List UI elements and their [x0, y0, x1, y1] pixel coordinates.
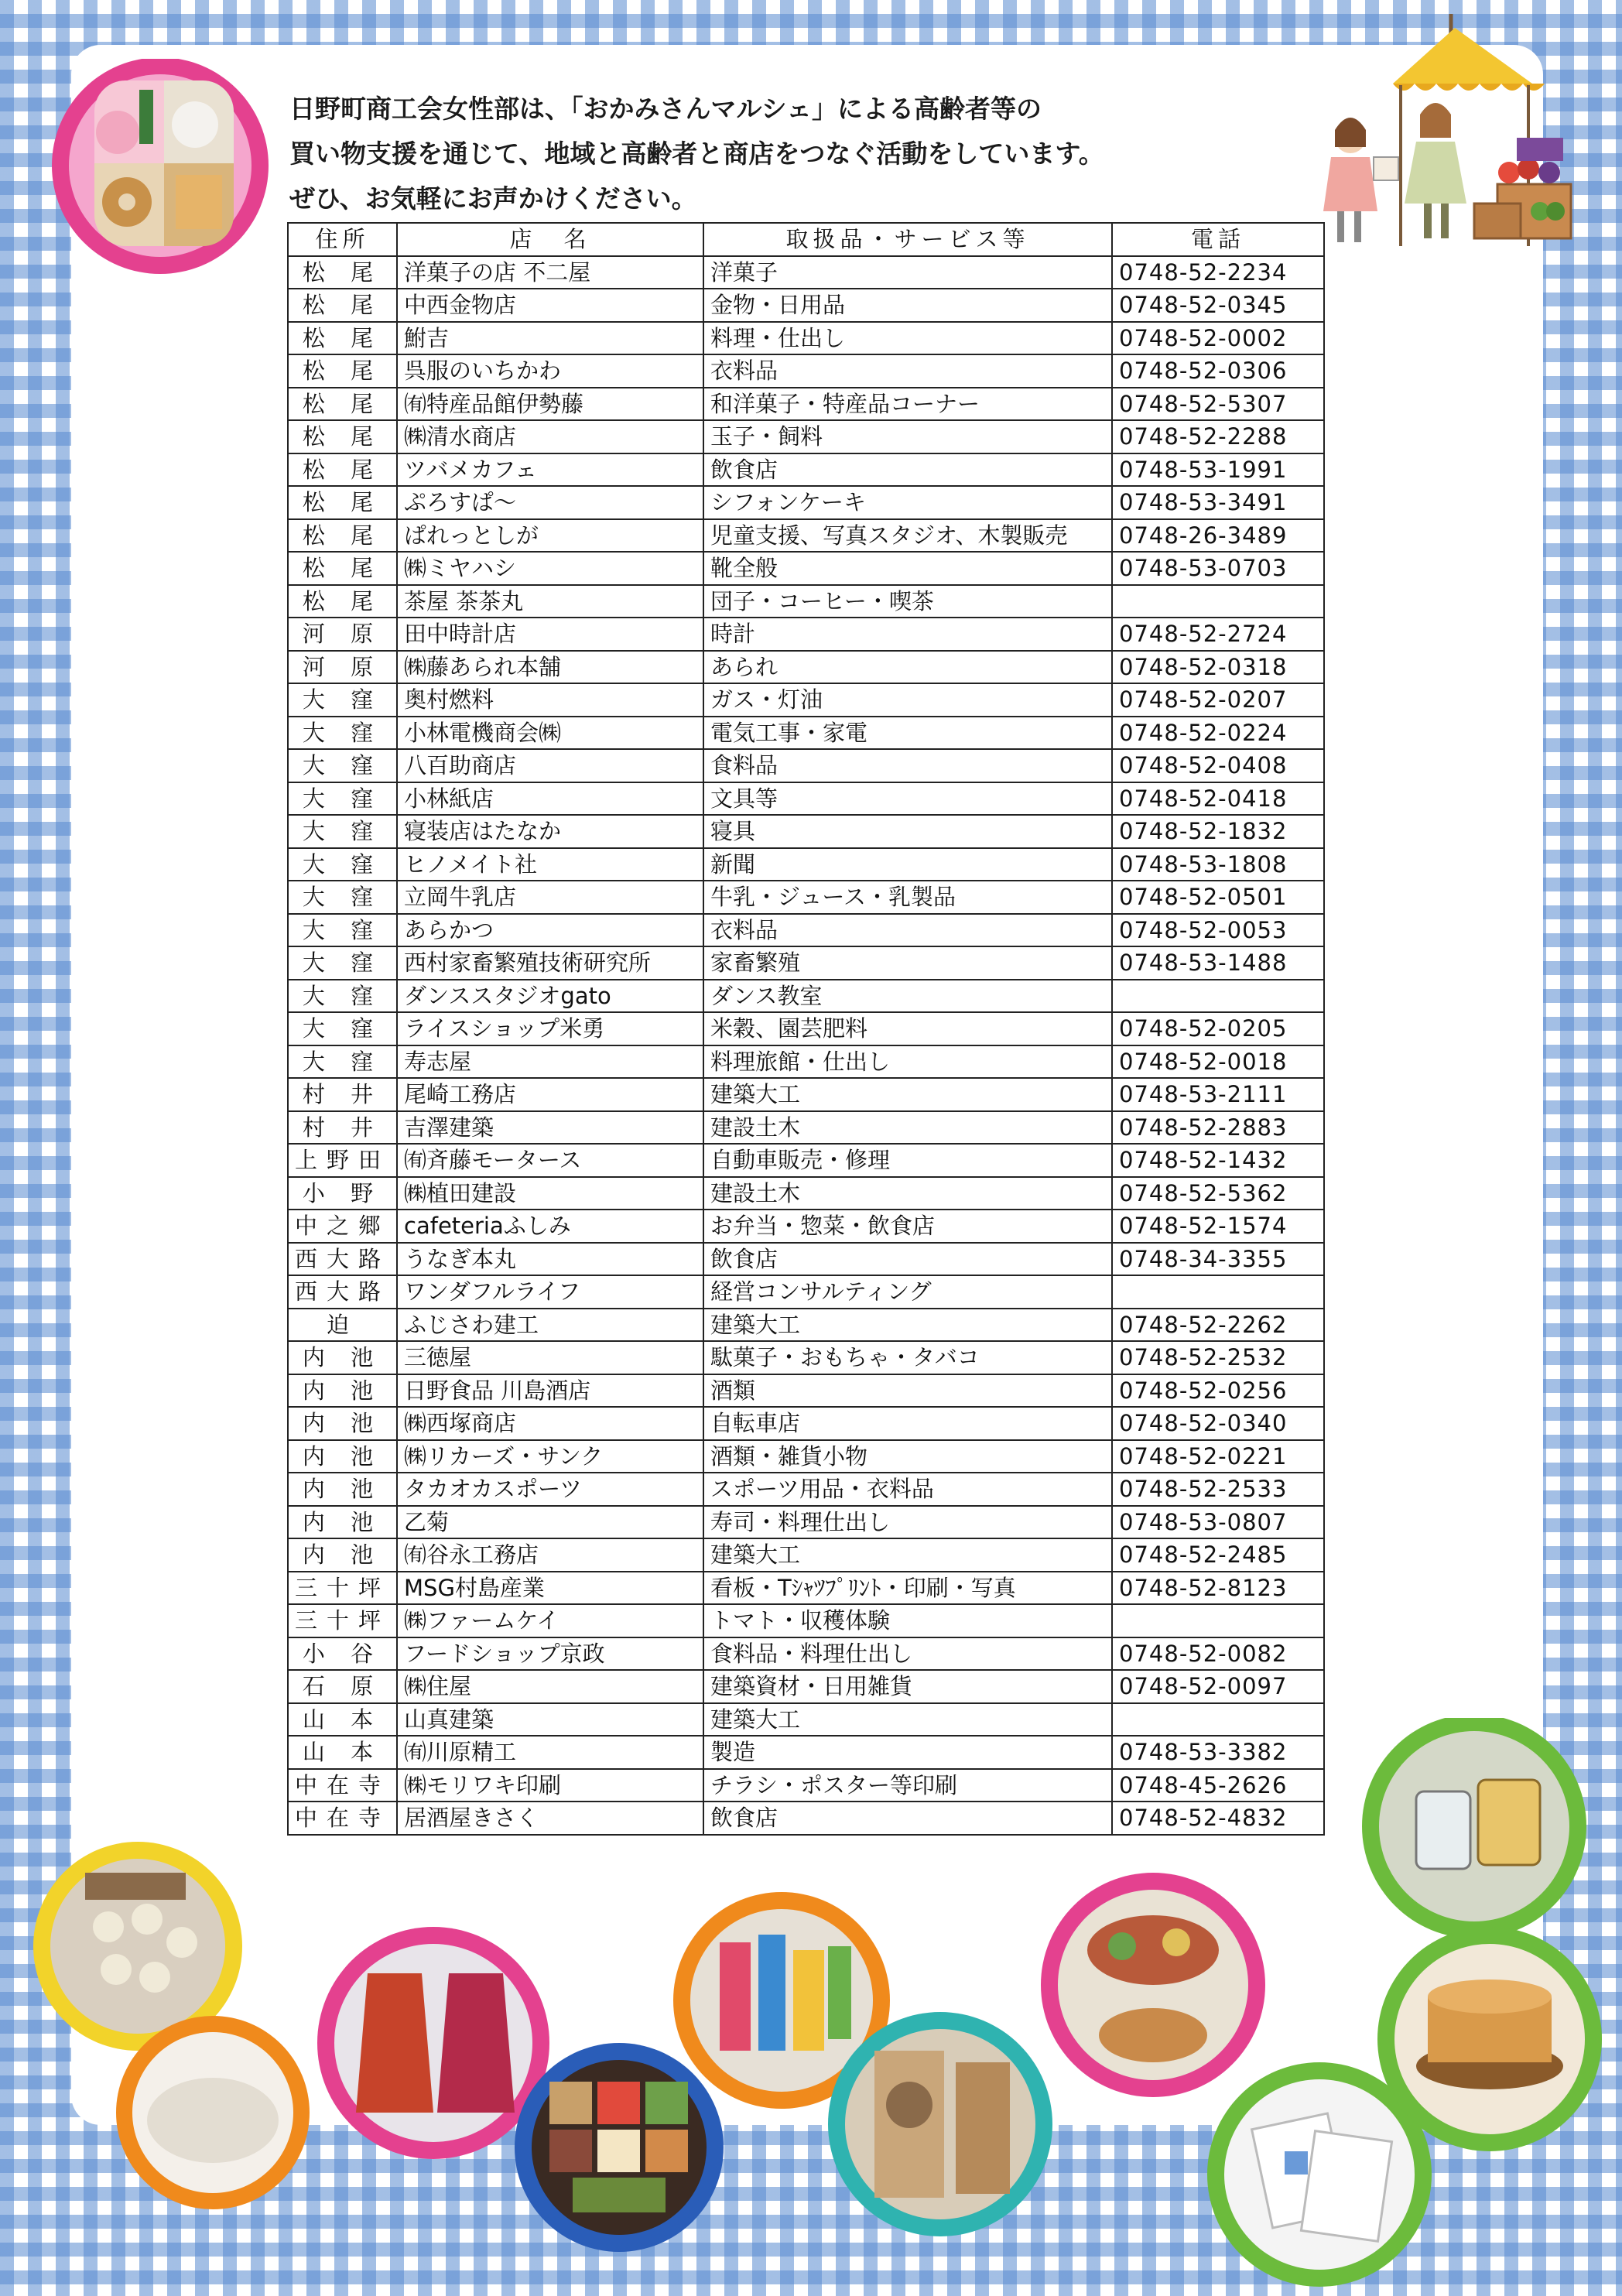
cell-area: 松 尾 — [288, 322, 397, 355]
cell-name: 八百助商店 — [397, 749, 703, 782]
cell-goods: 建築大工 — [703, 1078, 1112, 1111]
cell-goods: あられ — [703, 651, 1112, 684]
cell-goods: 寝具 — [703, 815, 1112, 848]
table-row — [288, 420, 1324, 453]
cell-goods: お弁当・惣菜・飲食店 — [703, 1210, 1112, 1243]
cell-name: 尾崎工務店 — [397, 1078, 703, 1111]
cell-name: ぱれっとしが — [397, 519, 703, 553]
table-row — [288, 354, 1324, 388]
cell-area: 大 窪 — [288, 717, 397, 750]
cell-tel: 0748-52-2724 — [1112, 618, 1324, 651]
header-address: 住所 — [288, 223, 397, 256]
cell-name: 田中時計店 — [397, 618, 703, 651]
cell-goods: 団子・コーヒー・喫茶 — [703, 585, 1112, 618]
cell-goods: 衣料品 — [703, 914, 1112, 947]
cell-tel: 0748-52-2532 — [1112, 1341, 1324, 1374]
cell-name: 鮒吉 — [397, 322, 703, 355]
table-row — [288, 1538, 1324, 1572]
table-row — [288, 256, 1324, 289]
cell-area: 大 窪 — [288, 980, 397, 1013]
cell-name: 中西金物店 — [397, 289, 703, 322]
table-row — [288, 1407, 1324, 1440]
cell-area: 大 窪 — [288, 815, 397, 848]
cell-tel: 0748-53-0703 — [1112, 552, 1324, 585]
cell-tel: 0748-52-0082 — [1112, 1637, 1324, 1671]
intro-line-2: 買い物支援を通じて、地域と高齢者と商店をつなぐ活動をしています。 — [289, 139, 1104, 169]
sweets-photo — [40, 59, 280, 283]
cell-goods: 建築大工 — [703, 1538, 1112, 1572]
header-shop-name: 店 名 — [397, 223, 703, 256]
cell-tel: 0748-52-0207 — [1112, 683, 1324, 717]
cell-goods: 料理旅館・仕出し — [703, 1045, 1112, 1079]
cell-tel: 0748-52-0306 — [1112, 354, 1324, 388]
table-row — [288, 1341, 1324, 1374]
cell-area: 内 池 — [288, 1374, 397, 1408]
cell-name: ㈲川原精工 — [397, 1736, 703, 1769]
cell-name: ㈱モリワキ印刷 — [397, 1769, 703, 1802]
cell-tel: 0748-52-0318 — [1112, 651, 1324, 684]
cell-tel: 0748-52-1432 — [1112, 1144, 1324, 1177]
cell-area: 迫 — [288, 1309, 397, 1342]
table-row — [288, 1572, 1324, 1605]
intro-text — [289, 87, 1295, 221]
table-row — [288, 1012, 1324, 1045]
cell-tel: 0748-52-0501 — [1112, 881, 1324, 914]
table-header-row — [288, 223, 1324, 256]
cell-name: フードショップ京政 — [397, 1637, 703, 1671]
cell-area: 中在寺 — [288, 1769, 397, 1802]
cell-name: cafeteriaふしみ — [397, 1210, 703, 1243]
table-row — [288, 1275, 1324, 1309]
table-row — [288, 585, 1324, 618]
table-row — [288, 1374, 1324, 1408]
table-row — [288, 980, 1324, 1013]
cell-goods: 文具等 — [703, 782, 1112, 816]
intro-line-3: ぜひ、お気軽にお声かけください。 — [289, 183, 697, 214]
cell-goods: 食料品・料理仕出し — [703, 1637, 1112, 1671]
cell-tel: 0748-52-0408 — [1112, 749, 1324, 782]
cell-area: 小 野 — [288, 1177, 397, 1210]
cell-name: 寝装店はたなか — [397, 815, 703, 848]
cell-tel: 0748-53-1488 — [1112, 946, 1324, 980]
table-row — [288, 946, 1324, 980]
cell-tel: 0748-52-2533 — [1112, 1473, 1324, 1506]
cell-name: ダンススタジオgato — [397, 980, 703, 1013]
cell-goods: 新聞 — [703, 848, 1112, 881]
cell-name: 洋菓子の店 不二屋 — [397, 256, 703, 289]
cell-area: 松 尾 — [288, 289, 397, 322]
cell-area: 松 尾 — [288, 585, 397, 618]
cell-goods: 飲食店 — [703, 1802, 1112, 1835]
cell-area: 内 池 — [288, 1407, 397, 1440]
cell-area: 中之郷 — [288, 1210, 397, 1243]
cell-tel: 0748-53-0807 — [1112, 1506, 1324, 1539]
cell-goods: 看板・Tｼｬﾂﾌﾟﾘﾝﾄ・印刷・写真 — [703, 1572, 1112, 1605]
cell-goods: 建築大工 — [703, 1703, 1112, 1737]
table-row — [288, 1309, 1324, 1342]
cell-name: ㈱藤あられ本舗 — [397, 651, 703, 684]
cell-goods: 寿司・料理仕出し — [703, 1506, 1112, 1539]
cell-area: 松 尾 — [288, 420, 397, 453]
food-plate-photo — [1041, 1873, 1265, 2097]
cell-goods: 建設土木 — [703, 1111, 1112, 1145]
cell-tel: 0748-52-0205 — [1112, 1012, 1324, 1045]
cell-tel: 0748-52-2288 — [1112, 420, 1324, 453]
bottom-photo-collage — [0, 1718, 1622, 2296]
cell-name: 三徳屋 — [397, 1341, 703, 1374]
cell-area: 石 原 — [288, 1670, 397, 1703]
cell-tel: 0748-52-4832 — [1112, 1802, 1324, 1835]
table-row — [288, 881, 1324, 914]
cell-goods: 靴全般 — [703, 552, 1112, 585]
chiffon-cake-photo — [1377, 1927, 1602, 2151]
cell-tel: 0748-52-1832 — [1112, 815, 1324, 848]
cell-tel: 0748-52-2485 — [1112, 1538, 1324, 1572]
table-row — [288, 782, 1324, 816]
table-row — [288, 914, 1324, 947]
cell-name: ライスショップ米勇 — [397, 1012, 703, 1045]
cell-goods: 牛乳・ジュース・乳製品 — [703, 881, 1112, 914]
table-row — [288, 552, 1324, 585]
table-row — [288, 1243, 1324, 1276]
cell-tel: 0748-52-0221 — [1112, 1440, 1324, 1473]
cell-tel: 0748-52-0345 — [1112, 289, 1324, 322]
cell-goods: ダンス教室 — [703, 980, 1112, 1013]
table-row — [288, 683, 1324, 717]
cell-goods: 酒類 — [703, 1374, 1112, 1408]
cell-name: ワンダフルライフ — [397, 1275, 703, 1309]
table-row — [288, 1506, 1324, 1539]
table-row — [288, 1637, 1324, 1671]
cell-name: 奥村燃料 — [397, 683, 703, 717]
cell-tel: 0748-52-1574 — [1112, 1210, 1324, 1243]
cell-goods: 食料品 — [703, 749, 1112, 782]
table-body — [288, 256, 1324, 1835]
market-stall-illustration — [1308, 14, 1579, 281]
cell-name: 乙菊 — [397, 1506, 703, 1539]
cell-area: 三十坪 — [288, 1572, 397, 1605]
cell-area: 村 井 — [288, 1111, 397, 1145]
cell-goods: トマト・収穫体験 — [703, 1604, 1112, 1637]
cell-area: 河 原 — [288, 651, 397, 684]
cell-tel: 0748-52-0418 — [1112, 782, 1324, 816]
cell-area: 西大路 — [288, 1275, 397, 1309]
cell-name: 居酒屋きさく — [397, 1802, 703, 1835]
table-row — [288, 1045, 1324, 1079]
table-row — [288, 717, 1324, 750]
cell-area: 大 窪 — [288, 1045, 397, 1079]
cell-area: 内 池 — [288, 1473, 397, 1506]
table-row — [288, 519, 1324, 553]
cell-name: ㈲特産品館伊勢藤 — [397, 388, 703, 421]
cell-name: うなぎ本丸 — [397, 1243, 703, 1276]
cell-goods: 衣料品 — [703, 354, 1112, 388]
cell-goods: 金物・日用品 — [703, 289, 1112, 322]
cell-area: 中在寺 — [288, 1802, 397, 1835]
cell-area: 大 窪 — [288, 914, 397, 947]
cell-tel: 0748-52-5307 — [1112, 388, 1324, 421]
cell-name: 小林紙店 — [397, 782, 703, 816]
cell-tel: 0748-53-3491 — [1112, 486, 1324, 519]
cell-area: 河 原 — [288, 618, 397, 651]
cell-goods: 経営コンサルティング — [703, 1275, 1112, 1309]
cell-goods: 製造 — [703, 1736, 1112, 1769]
cell-area: 西大路 — [288, 1243, 397, 1276]
cell-name: ㈱住屋 — [397, 1670, 703, 1703]
cell-tel: 0748-52-0018 — [1112, 1045, 1324, 1079]
cell-name: ぷろすぱ～ — [397, 486, 703, 519]
cell-tel: 0748-53-1808 — [1112, 848, 1324, 881]
table-row — [288, 618, 1324, 651]
cell-area: 松 尾 — [288, 552, 397, 585]
cell-name: タカオカスポーツ — [397, 1473, 703, 1506]
cell-area: 大 窪 — [288, 848, 397, 881]
cell-goods: 洋菓子 — [703, 256, 1112, 289]
cell-goods: 自転車店 — [703, 1407, 1112, 1440]
table-row — [288, 1473, 1324, 1506]
cell-area: 山 本 — [288, 1736, 397, 1769]
cell-tel: 0748-52-0340 — [1112, 1407, 1324, 1440]
table-row — [288, 1670, 1324, 1703]
cell-name: ㈱西塚商店 — [397, 1407, 703, 1440]
cell-tel — [1112, 980, 1324, 1013]
cell-tel: 0748-52-2262 — [1112, 1309, 1324, 1342]
jars-photo — [1362, 1718, 1586, 1938]
cell-name: ツバメカフェ — [397, 453, 703, 487]
cell-goods: スポーツ用品・衣料品 — [703, 1473, 1112, 1506]
cell-area: 村 井 — [288, 1078, 397, 1111]
cell-name: 小林電機商会㈱ — [397, 717, 703, 750]
cell-goods: 建築資材・日用雑貨 — [703, 1670, 1112, 1703]
cell-name: ㈱清水商店 — [397, 420, 703, 453]
cell-tel: 0748-52-2234 — [1112, 256, 1324, 289]
table-row — [288, 453, 1324, 487]
cell-name: 寿志屋 — [397, 1045, 703, 1079]
cell-name: ふじさわ建工 — [397, 1309, 703, 1342]
cell-area: 内 池 — [288, 1341, 397, 1374]
wood-carving-photo — [828, 2012, 1052, 2236]
table-row — [288, 1144, 1324, 1177]
table-row — [288, 486, 1324, 519]
intro-line-1: 日野町商工会女性部は、「おかみさんマルシェ」による高齢者等の — [289, 94, 1042, 124]
cell-goods: 料理・仕出し — [703, 322, 1112, 355]
cell-area: 大 窪 — [288, 782, 397, 816]
cell-name: 吉澤建築 — [397, 1111, 703, 1145]
cell-tel — [1112, 1275, 1324, 1309]
table-row — [288, 289, 1324, 322]
cell-tel: 0748-26-3489 — [1112, 519, 1324, 553]
cell-area: 松 尾 — [288, 453, 397, 487]
cell-tel: 0748-52-0053 — [1112, 914, 1324, 947]
cell-name: 山真建築 — [397, 1703, 703, 1737]
cell-area: 上野田 — [288, 1144, 397, 1177]
cell-tel: 0748-52-0256 — [1112, 1374, 1324, 1408]
cell-name: 日野食品 川島酒店 — [397, 1374, 703, 1408]
cell-area: 小 谷 — [288, 1637, 397, 1671]
cell-area: 大 窪 — [288, 881, 397, 914]
cell-goods: シフォンケーキ — [703, 486, 1112, 519]
table-row — [288, 651, 1324, 684]
table-row — [288, 1078, 1324, 1111]
cell-tel: 0748-52-8123 — [1112, 1572, 1324, 1605]
cell-tel: 0748-53-3382 — [1112, 1736, 1324, 1769]
cell-area: 松 尾 — [288, 486, 397, 519]
clothing-photo — [317, 1927, 549, 2159]
cell-goods: 建設土木 — [703, 1177, 1112, 1210]
cell-tel: 0748-34-3355 — [1112, 1243, 1324, 1276]
cell-name: ㈱リカーズ・サンク — [397, 1440, 703, 1473]
cell-goods: 玉子・飼料 — [703, 420, 1112, 453]
cell-goods: 酒類・雑貨小物 — [703, 1440, 1112, 1473]
cell-area: 松 尾 — [288, 388, 397, 421]
table-row — [288, 1210, 1324, 1243]
cell-tel: 0748-45-2626 — [1112, 1769, 1324, 1802]
table-row — [288, 1111, 1324, 1145]
cell-tel: 0748-52-0224 — [1112, 717, 1324, 750]
cell-name: ㈱植田建設 — [397, 1177, 703, 1210]
cell-goods: 電気工事・家電 — [703, 717, 1112, 750]
cell-name: 西村家畜繁殖技術研究所 — [397, 946, 703, 980]
table-row — [288, 1604, 1324, 1637]
cell-goods: 飲食店 — [703, 1243, 1112, 1276]
cell-tel: 0748-53-2111 — [1112, 1078, 1324, 1111]
header-goods-services: 取扱品・サービス等 — [703, 223, 1112, 256]
cell-name: ㈱ミヤハシ — [397, 552, 703, 585]
whitebait-photo — [116, 2016, 310, 2209]
cell-tel: 0748-52-2883 — [1112, 1111, 1324, 1145]
cell-area: 三十坪 — [288, 1604, 397, 1637]
cell-goods: ガス・灯油 — [703, 683, 1112, 717]
cell-name: ヒノメイト社 — [397, 848, 703, 881]
table-row — [288, 1177, 1324, 1210]
cell-area: 松 尾 — [288, 519, 397, 553]
cell-tel: 0748-53-1991 — [1112, 453, 1324, 487]
table-row — [288, 815, 1324, 848]
cell-tel: 0748-52-0097 — [1112, 1670, 1324, 1703]
cell-goods: 建築大工 — [703, 1309, 1112, 1342]
cell-name: 呉服のいちかわ — [397, 354, 703, 388]
cell-goods: 自動車販売・修理 — [703, 1144, 1112, 1177]
cell-area: 松 尾 — [288, 256, 397, 289]
cell-tel: 0748-52-5362 — [1112, 1177, 1324, 1210]
cell-tel — [1112, 585, 1324, 618]
cell-goods: 米穀、園芸肥料 — [703, 1012, 1112, 1045]
table-row — [288, 749, 1324, 782]
cell-goods: 駄菓子・おもちゃ・タバコ — [703, 1341, 1112, 1374]
cell-area: 大 窪 — [288, 683, 397, 717]
bento-photo — [515, 2043, 724, 2252]
cell-name: 立岡牛乳店 — [397, 881, 703, 914]
header-phone: 電話 — [1112, 223, 1324, 256]
table-row — [288, 388, 1324, 421]
cell-area: 内 池 — [288, 1506, 397, 1539]
cell-name: あらかつ — [397, 914, 703, 947]
cell-area: 内 池 — [288, 1538, 397, 1572]
cell-goods: 家畜繁殖 — [703, 946, 1112, 980]
shop-directory-table — [287, 222, 1325, 1836]
cell-area: 松 尾 — [288, 354, 397, 388]
cell-goods: 時計 — [703, 618, 1112, 651]
cell-goods: 児童支援、写真スタジオ、木製販売 — [703, 519, 1112, 553]
table-row — [288, 1440, 1324, 1473]
cell-area: 山 本 — [288, 1703, 397, 1737]
cell-name: ㈲谷永工務店 — [397, 1538, 703, 1572]
cell-name: 茶屋 茶茶丸 — [397, 585, 703, 618]
cell-goods: 飲食店 — [703, 453, 1112, 487]
cell-name: MSG村島産業 — [397, 1572, 703, 1605]
cell-goods: 和洋菓子・特産品コーナー — [703, 388, 1112, 421]
cell-area: 内 池 — [288, 1440, 397, 1473]
cell-name: ㈱ファームケイ — [397, 1604, 703, 1637]
cell-area: 大 窪 — [288, 946, 397, 980]
cell-area: 大 窪 — [288, 1012, 397, 1045]
cell-tel: 0748-52-0002 — [1112, 322, 1324, 355]
cell-area: 大 窪 — [288, 749, 397, 782]
cell-goods: チラシ・ポスター等印刷 — [703, 1769, 1112, 1802]
cell-tel — [1112, 1604, 1324, 1637]
table-row — [288, 322, 1324, 355]
table-row — [288, 848, 1324, 881]
cell-name: ㈲斉藤モータース — [397, 1144, 703, 1177]
